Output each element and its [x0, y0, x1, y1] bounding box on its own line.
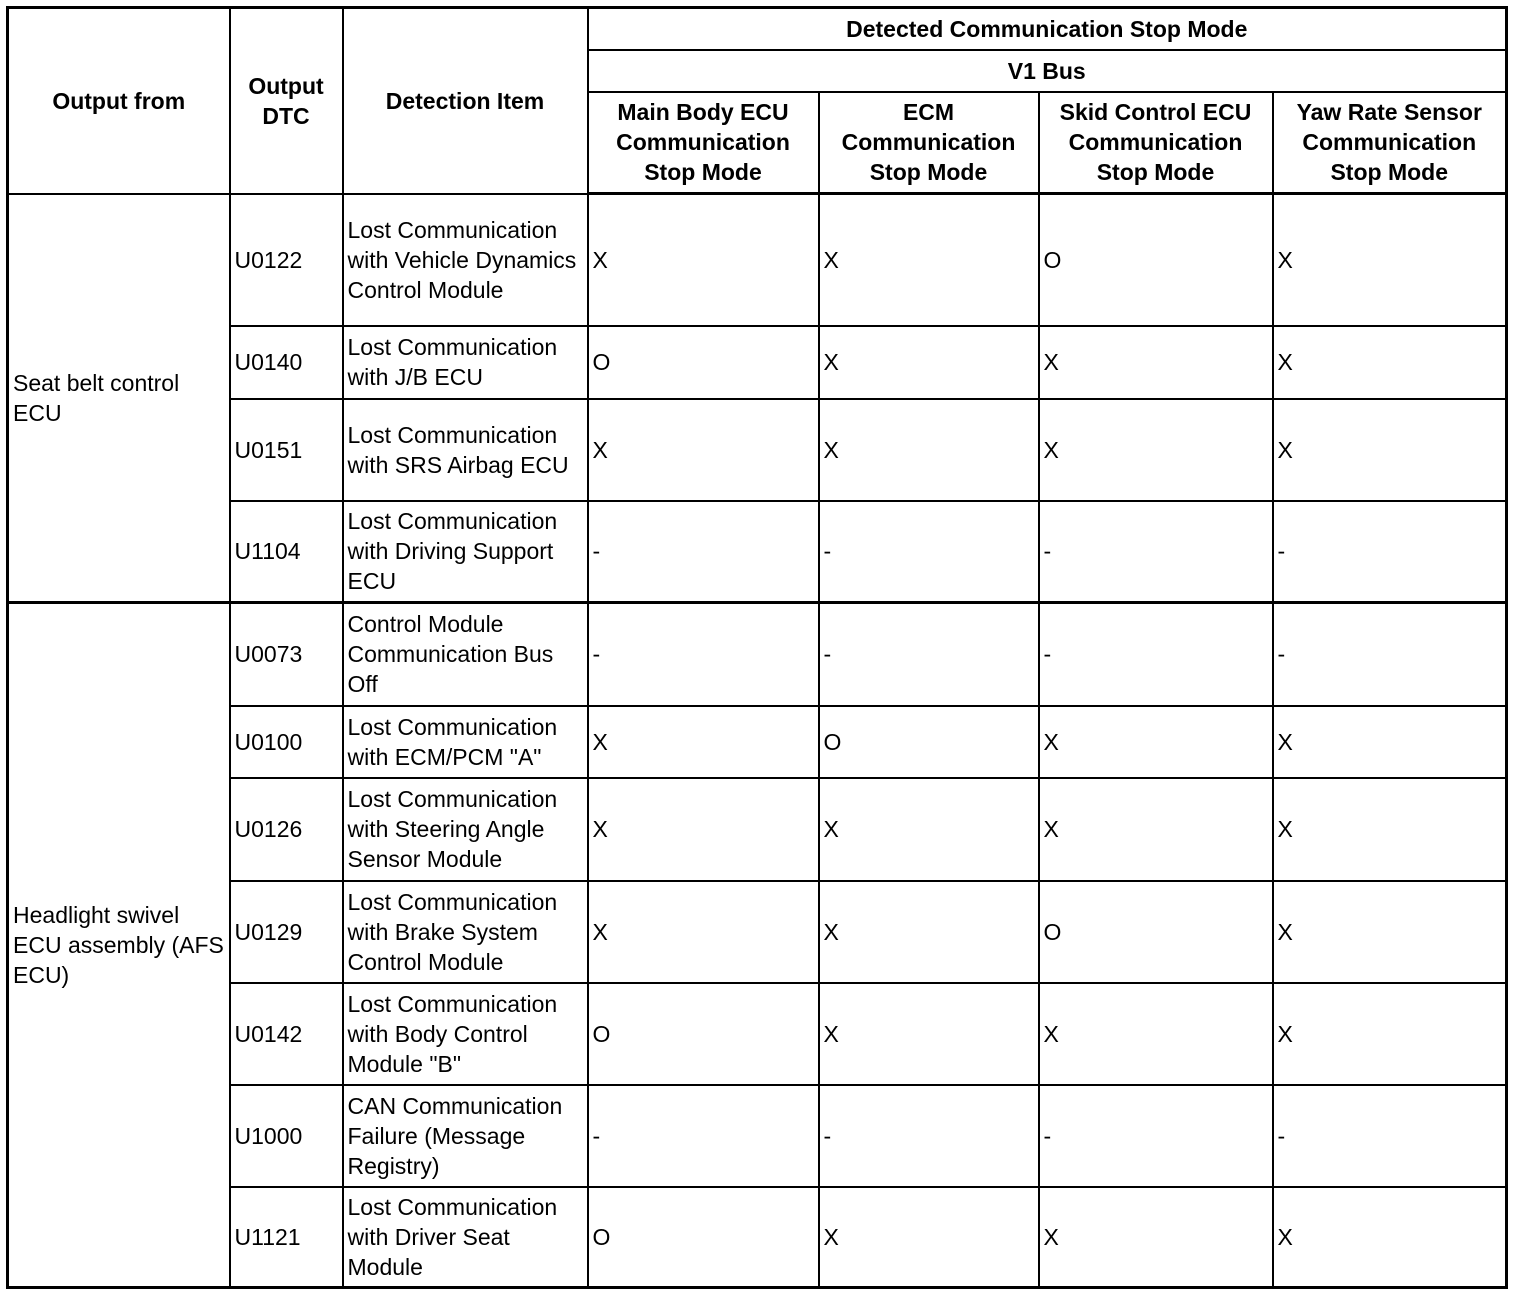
dtc-cell: U0142: [230, 983, 343, 1085]
header-detected-mode: Detected Communication Stop Mode: [588, 8, 1507, 50]
header-mode-ecm: ECM Communication Stop Mode: [819, 92, 1039, 194]
mode-value-cell: O: [819, 706, 1039, 778]
mode-value-cell: X: [1039, 1187, 1273, 1288]
detection-item-cell: Lost Communication with Driver Seat Module: [343, 1187, 588, 1288]
mode-value-cell: O: [588, 1187, 819, 1288]
mode-value-cell: X: [819, 399, 1039, 501]
mode-value-cell: X: [1039, 326, 1273, 399]
table-row: [8, 501, 1507, 603]
table-row: [8, 399, 1507, 501]
mode-value-cell: X: [819, 326, 1039, 399]
table-row: [8, 881, 1507, 983]
mode-value-cell: -: [588, 1085, 819, 1187]
header-detection-item: Detection Item: [343, 8, 588, 194]
mode-value-cell: -: [1039, 1085, 1273, 1187]
mode-value-cell: X: [819, 778, 1039, 881]
mode-value-cell: X: [1039, 983, 1273, 1085]
mode-value-cell: O: [1039, 194, 1273, 326]
mode-value-cell: X: [588, 194, 819, 326]
mode-value-cell: X: [1273, 778, 1507, 881]
mode-value-cell: -: [1273, 1085, 1507, 1187]
detection-item-cell: Lost Communication with Driving Support ECU: [343, 501, 588, 603]
mode-value-cell: -: [819, 1085, 1039, 1187]
dtc-cell: U0151: [230, 399, 343, 501]
table-row: [8, 1085, 1507, 1187]
mode-value-cell: X: [588, 778, 819, 881]
dtc-cell: U0100: [230, 706, 343, 778]
header-bus: V1 Bus: [588, 50, 1507, 92]
table-row: [8, 603, 1507, 706]
header-output-from: Output from: [8, 8, 230, 194]
detection-item-cell: Lost Communication with ECM/PCM "A": [343, 706, 588, 778]
mode-value-cell: -: [1273, 501, 1507, 603]
header-mode-yaw-rate: Yaw Rate Sensor Communication Stop Mode: [1273, 92, 1507, 194]
mode-value-cell: O: [588, 983, 819, 1085]
mode-value-cell: X: [1273, 399, 1507, 501]
dtc-cell: U0140: [230, 326, 343, 399]
dtc-cell: U0122: [230, 194, 343, 326]
mode-value-cell: -: [1273, 603, 1507, 706]
mode-value-cell: X: [819, 194, 1039, 326]
mode-value-cell: -: [1039, 501, 1273, 603]
detection-item-cell: CAN Communication Failure (Message Registry): [343, 1085, 588, 1187]
detection-item-cell: Lost Communication with J/B ECU: [343, 326, 588, 399]
mode-value-cell: X: [588, 881, 819, 983]
detection-item-cell: Lost Communication with Brake System Control Module: [343, 881, 588, 983]
mode-value-cell: -: [819, 501, 1039, 603]
mode-value-cell: X: [588, 706, 819, 778]
dtc-cell: U1104: [230, 501, 343, 603]
mode-value-cell: X: [1273, 326, 1507, 399]
mode-value-cell: X: [819, 881, 1039, 983]
mode-value-cell: X: [819, 983, 1039, 1085]
dtc-cell: U1121: [230, 1187, 343, 1288]
mode-value-cell: X: [1039, 778, 1273, 881]
dtc-cell: U0073: [230, 603, 343, 706]
dtc-cell: U1000: [230, 1085, 343, 1187]
detection-item-cell: Lost Communication with SRS Airbag ECU: [343, 399, 588, 501]
mode-value-cell: X: [1273, 983, 1507, 1085]
dtc-cell: U0129: [230, 881, 343, 983]
table-row: [8, 778, 1507, 881]
detection-item-cell: Lost Communication with Vehicle Dynamics Control Module: [343, 194, 588, 326]
mode-value-cell: X: [1273, 194, 1507, 326]
header-mode-main-body: Main Body ECU Communication Stop Mode: [588, 92, 819, 194]
mode-value-cell: X: [1273, 706, 1507, 778]
mode-value-cell: X: [588, 399, 819, 501]
mode-value-cell: -: [588, 501, 819, 603]
mode-value-cell: O: [1039, 881, 1273, 983]
detection-item-cell: Lost Communication with Steering Angle Sensor Module: [343, 778, 588, 881]
detection-item-cell: Lost Communication with Body Control Module "B": [343, 983, 588, 1085]
table-row: [8, 194, 1507, 326]
table-row: [8, 326, 1507, 399]
output-from-cell: Seat belt control ECU: [8, 194, 230, 603]
detection-item-cell: Control Module Communication Bus Off: [343, 603, 588, 706]
mode-value-cell: X: [1039, 706, 1273, 778]
dtc-communication-stop-table: [6, 6, 1508, 1289]
output-from-cell: Headlight swivel ECU assembly (AFS ECU): [8, 603, 230, 1288]
table-row: [8, 1187, 1507, 1288]
mode-value-cell: X: [1273, 881, 1507, 983]
mode-value-cell: O: [588, 326, 819, 399]
header-output-dtc: Output DTC: [230, 8, 343, 194]
mode-value-cell: X: [1039, 399, 1273, 501]
mode-value-cell: X: [1273, 1187, 1507, 1288]
mode-value-cell: -: [1039, 603, 1273, 706]
mode-value-cell: -: [819, 603, 1039, 706]
table-row: [8, 706, 1507, 778]
dtc-cell: U0126: [230, 778, 343, 881]
table-row: [8, 983, 1507, 1085]
mode-value-cell: -: [588, 603, 819, 706]
header-mode-skid-control: Skid Control ECU Communication Stop Mode: [1039, 92, 1273, 194]
mode-value-cell: X: [819, 1187, 1039, 1288]
